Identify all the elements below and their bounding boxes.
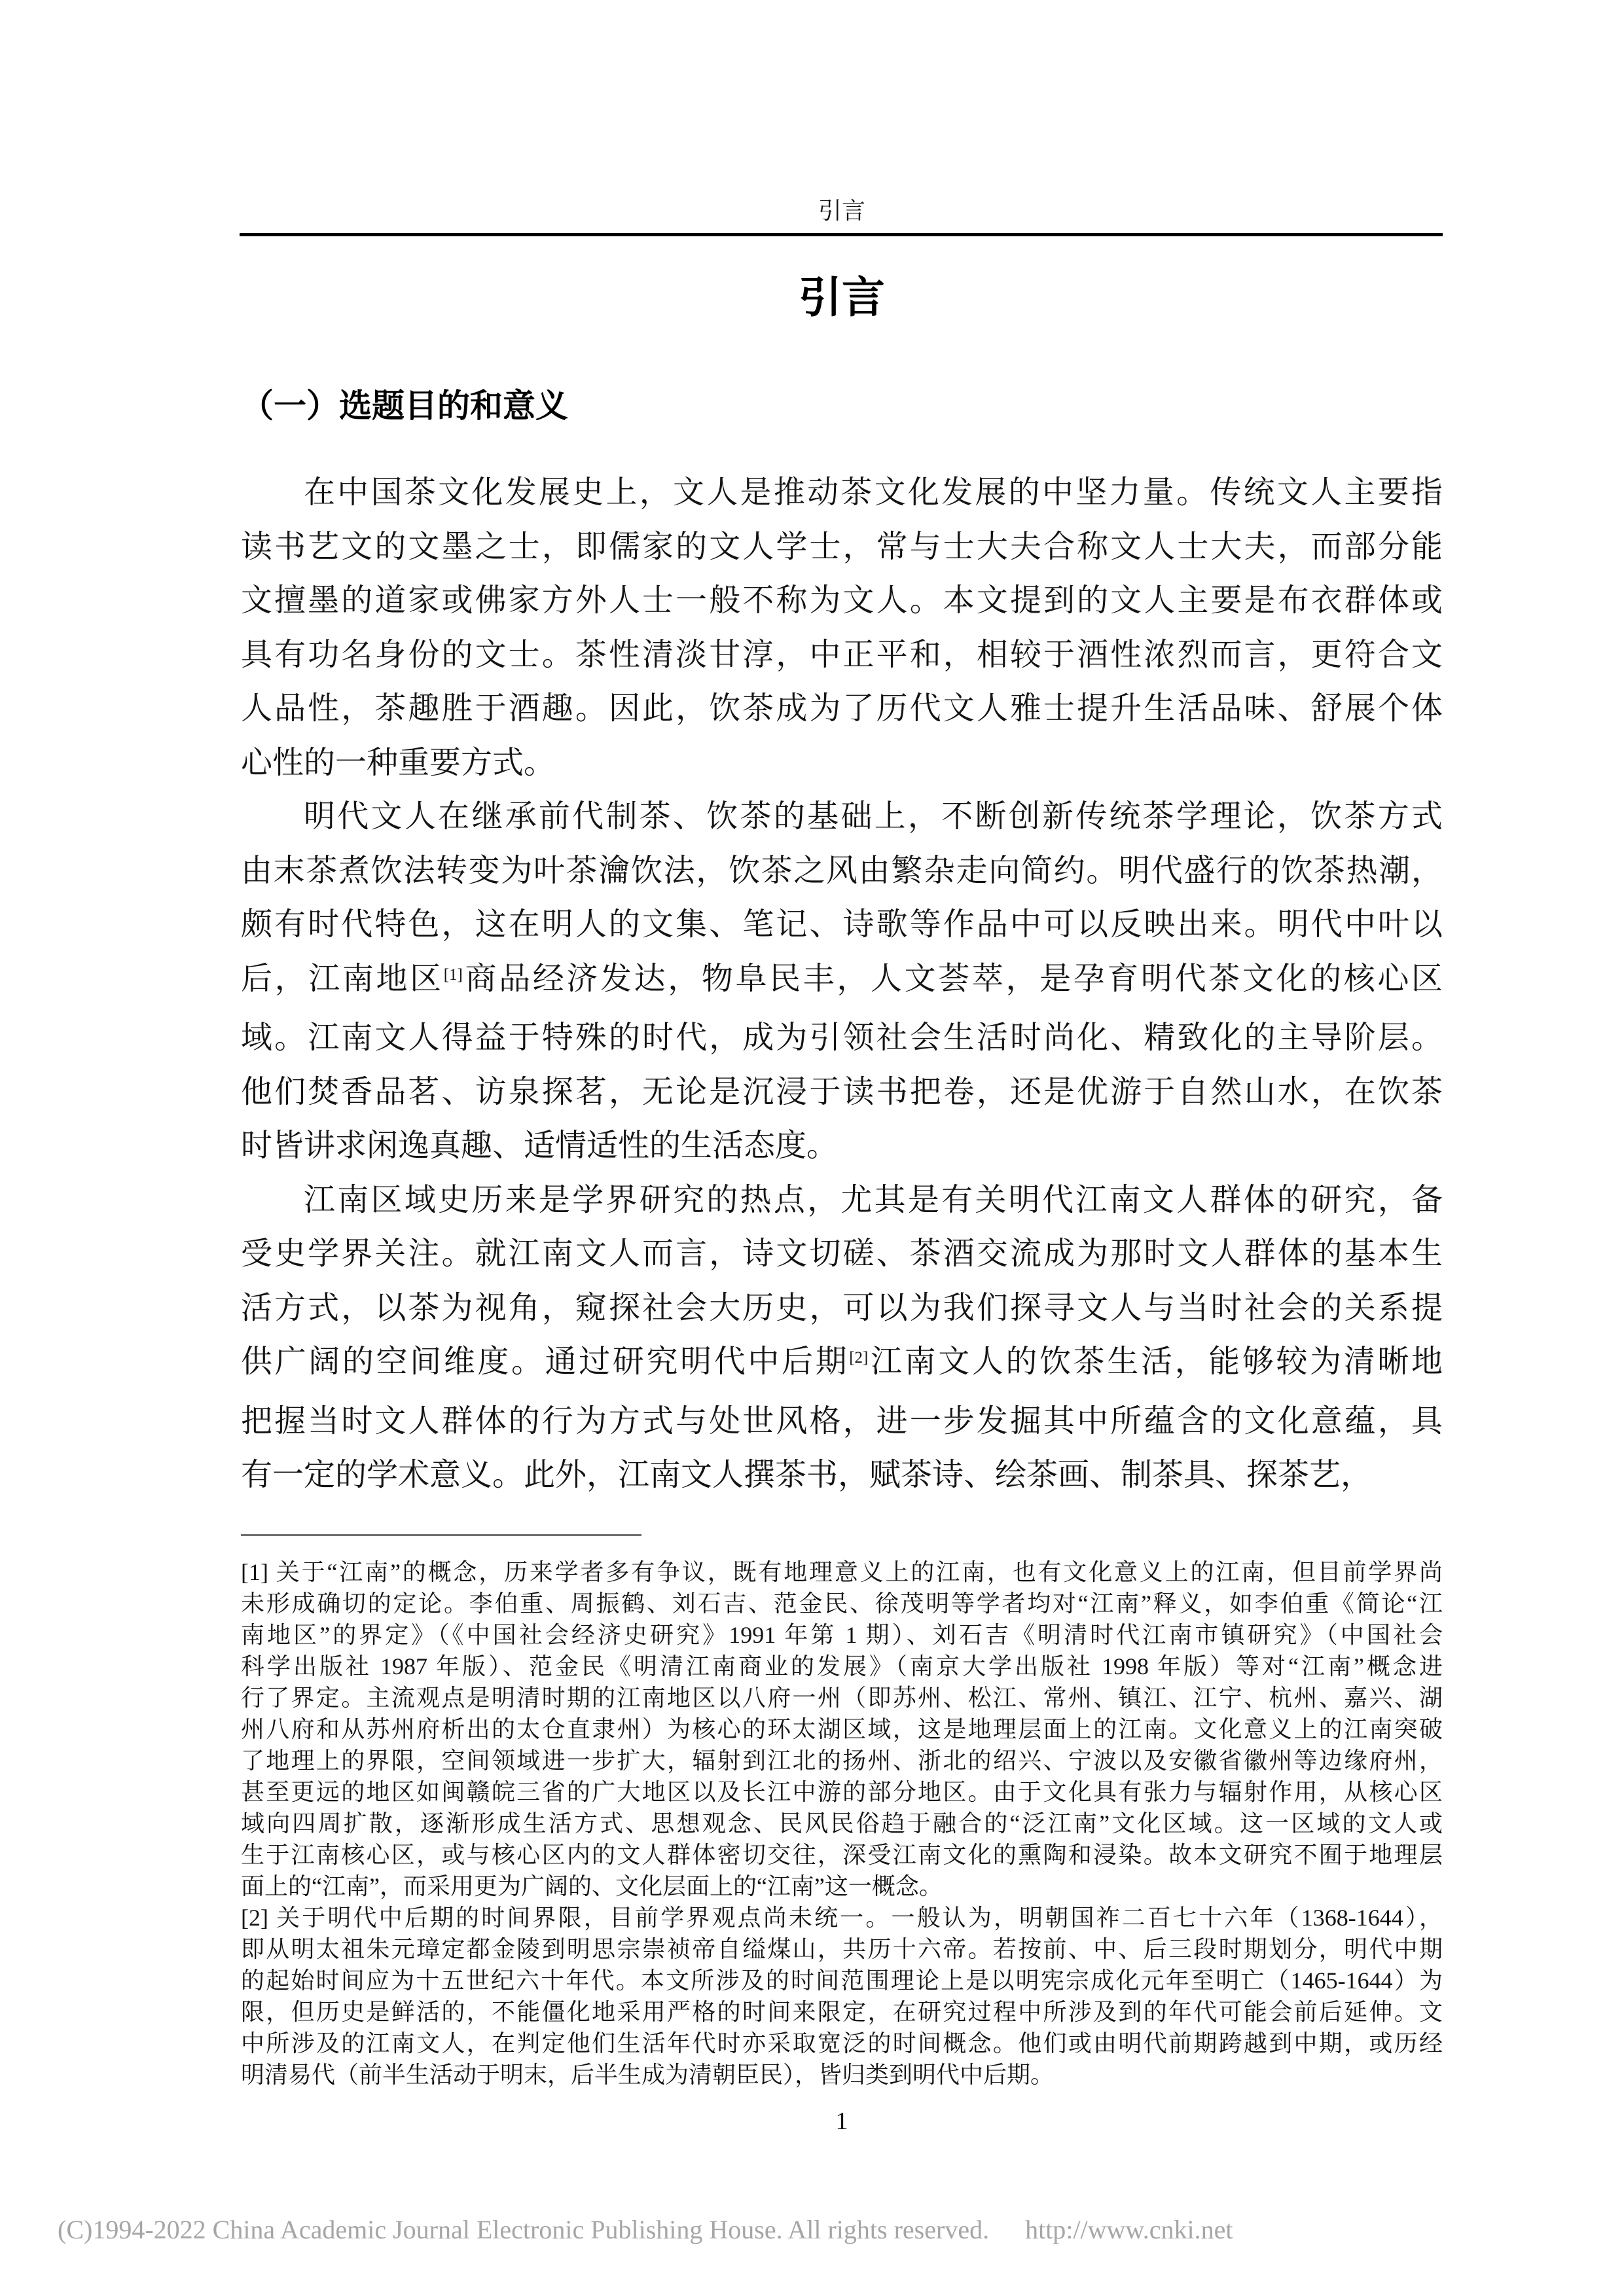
text-line: 南地区”的界定》（《中国社会经济史研究》1991 年第 1 期）、刘石吉《明清时代江南市镇研究》（中国社会	[241, 1622, 1443, 1648]
footnote-separator	[241, 1534, 641, 1536]
text-line: 州八府和从苏州府析出的太仓直隶州）为核心的环太湖区域，这是地理层面上的江南。文化意义上的江南突破	[241, 1716, 1443, 1742]
footnote-ref: [1]	[443, 965, 463, 984]
footer-copyright: (C)1994-2022 China Academic Journal Electronic Publishing House. All rights reserved.	[58, 2215, 990, 2244]
text-line: 生于江南核心区，或与核心区内的文人群体密切交往，深受江南文化的熏陶和浸染。故本文研究不囿于地理层	[241, 1842, 1443, 1868]
text-line: 颇有时代特色，这在明人的文集、笔记、诗歌等作品中可以反映出来。明代中叶以	[241, 907, 1443, 942]
running-header-title: 引言	[818, 198, 865, 224]
text-line: [2] 关于明代中后期的时间界限，目前学界观点尚未统一。一般认为，明朝国祚二百七十六年（1368-1644），	[241, 1905, 1443, 1931]
text-line: 时皆讲求闲逸真趣、适情适性的生活态度。	[241, 1128, 839, 1163]
footer	[58, 2214, 1233, 2246]
footnotes	[241, 1556, 1443, 2090]
section-heading: （一）选题目的和意义	[241, 387, 568, 424]
text-line: 具有功名身份的文士。茶性清淡甘淳，中正平和，相较于酒性浓烈而言，更符合文	[241, 637, 1443, 672]
text-line: 受史学界关注。就江南文人而言，诗文切磋、茶酒交流成为那时文人群体的基本生	[241, 1236, 1443, 1271]
text-line: 供广阔的空间维度。通过研究明代中后期[2]江南文人的饮茶生活，能够较为清晰地	[241, 1344, 1443, 1379]
body-paragraph	[241, 790, 1443, 1174]
body-paragraph	[241, 1174, 1443, 1503]
footnote	[241, 1902, 1443, 2090]
page-title: 引言	[799, 273, 885, 321]
text-line: 了地理上的界限，空间领域进一步扩大，辐射到江北的扬州、浙北的绍兴、宁波以及安徽省徽州等边缘府州，	[241, 1748, 1443, 1774]
page-number: 1	[835, 2108, 848, 2135]
footnote	[241, 1556, 1443, 1902]
text-line: 的起始时间应为十五世纪六十年代。本文所涉及的时间范围理论上是以明宪宗成化元年至明亡（1465-1644）为	[241, 1967, 1443, 1994]
text-line: 文擅墨的道家或佛家方外人士一般不称为文人。本文提到的文人主要是布衣群体或	[241, 583, 1443, 618]
text-line: 读书艺文的文墨之士，即儒家的文人学士，常与士大夫合称文人士大夫，而部分能	[241, 529, 1443, 564]
body-text	[241, 466, 1443, 1503]
text-line: 明代文人在继承前代制茶、饮茶的基础上，不断创新传统茶学理论，饮茶方式	[304, 799, 1443, 834]
text-line: 心性的一种重要方式。	[241, 745, 556, 780]
text-line: 行了界定。主流观点是明清时期的江南地区以八府一州（即苏州、松江、常州、镇江、江宁、杭州、嘉兴、湖	[241, 1685, 1443, 1711]
text-line: 即从明太祖朱元璋定都金陵到明思宗崇祯帝自缢煤山，共历十六帝。若按前、中、后三段时期划分，明代中期	[241, 1936, 1443, 1962]
header-rule	[240, 233, 1443, 236]
text-line: 明清易代（前半生活动于明末，后半生成为清朝臣民），皆归类到明代中后期。	[241, 2062, 1055, 2088]
text-line: 有一定的学术意义。此外，江南文人撰茶书，赋茶诗、绘茶画、制茶具、探茶艺，	[241, 1458, 1373, 1492]
body-paragraph	[241, 466, 1443, 790]
text-line: 甚至更远的地区如闽赣皖三省的广大地区以及长江中游的部分地区。由于文化具有张力与辐射作用，从核心区	[241, 1779, 1443, 1805]
text-line: 面上的“江南”，而采用更为广阔的、文化层面上的“江南”这一概念。	[241, 1873, 943, 1899]
text-line: 域。江南文人得益于特殊的时代，成为引领社会生活时尚化、精致化的主导阶层。	[241, 1020, 1443, 1055]
text-line: 未形成确切的定论。李伯重、周振鹤、刘石吉、范金民、徐茂明等学者均对“江南”释义，如李伯重《简论“江	[241, 1590, 1443, 1617]
footer-url[interactable]: http://www.cnki.net	[1025, 2215, 1233, 2244]
text-line: 后，江南地区[1]商品经济发达，物阜民丰，人文荟萃，是孕育明代茶文化的核心区	[241, 961, 1443, 996]
text-line: 中所涉及的江南文人，在判定他们生活年代时亦采取宽泛的时间概念。他们或由明代前期跨越到中期，或历经	[241, 2030, 1443, 2056]
text-line: 人品性，茶趣胜于酒趣。因此，饮茶成为了历代文人雅士提升生活品味、舒展个体	[241, 691, 1443, 726]
footnote-ref: [2]	[849, 1349, 869, 1367]
text-line: 科学出版社 1987 年版）、范金民《明清江南商业的发展》（南京大学出版社 1998 年版）等对“江南”概念进	[241, 1653, 1443, 1679]
text-line: 由末茶煮饮法转变为叶茶瀹饮法，饮茶之风由繁杂走向简约。明代盛行的饮茶热潮，	[241, 853, 1443, 888]
text-line: 域向四周扩散，逐渐形成生活方式、思想观念、民风民俗趋于融合的“泛江南”文化区域。这一区域的文人或	[241, 1810, 1443, 1837]
text-line: 在中国茶文化发展史上，文人是推动茶文化发展的中坚力量。传统文人主要指	[304, 475, 1443, 510]
text-line: 活方式，以茶为视角，窥探社会大历史，可以为我们探寻文人与当时社会的关系提	[241, 1290, 1443, 1325]
text-line: 限，但历史是鲜活的，不能僵化地采用严格的时间来限定，在研究过程中所涉及到的年代可能会前后延伸。文	[241, 1999, 1443, 2025]
text-line: 他们焚香品茗、访泉探茗，无论是沉浸于读书把卷，还是优游于自然山水，在饮茶	[241, 1074, 1443, 1109]
text-line: 江南区域史历来是学界研究的热点，尤其是有关明代江南文人群体的研究，备	[304, 1182, 1443, 1217]
text-line: [1] 关于“江南”的概念，历来学者多有争议，既有地理意义上的江南，也有文化意义上的江南，但目前学界尚	[241, 1559, 1443, 1585]
text-line: 把握当时文人群体的行为方式与处世风格，进一步发掘其中所蕴含的文化意蕴，具	[241, 1403, 1443, 1439]
